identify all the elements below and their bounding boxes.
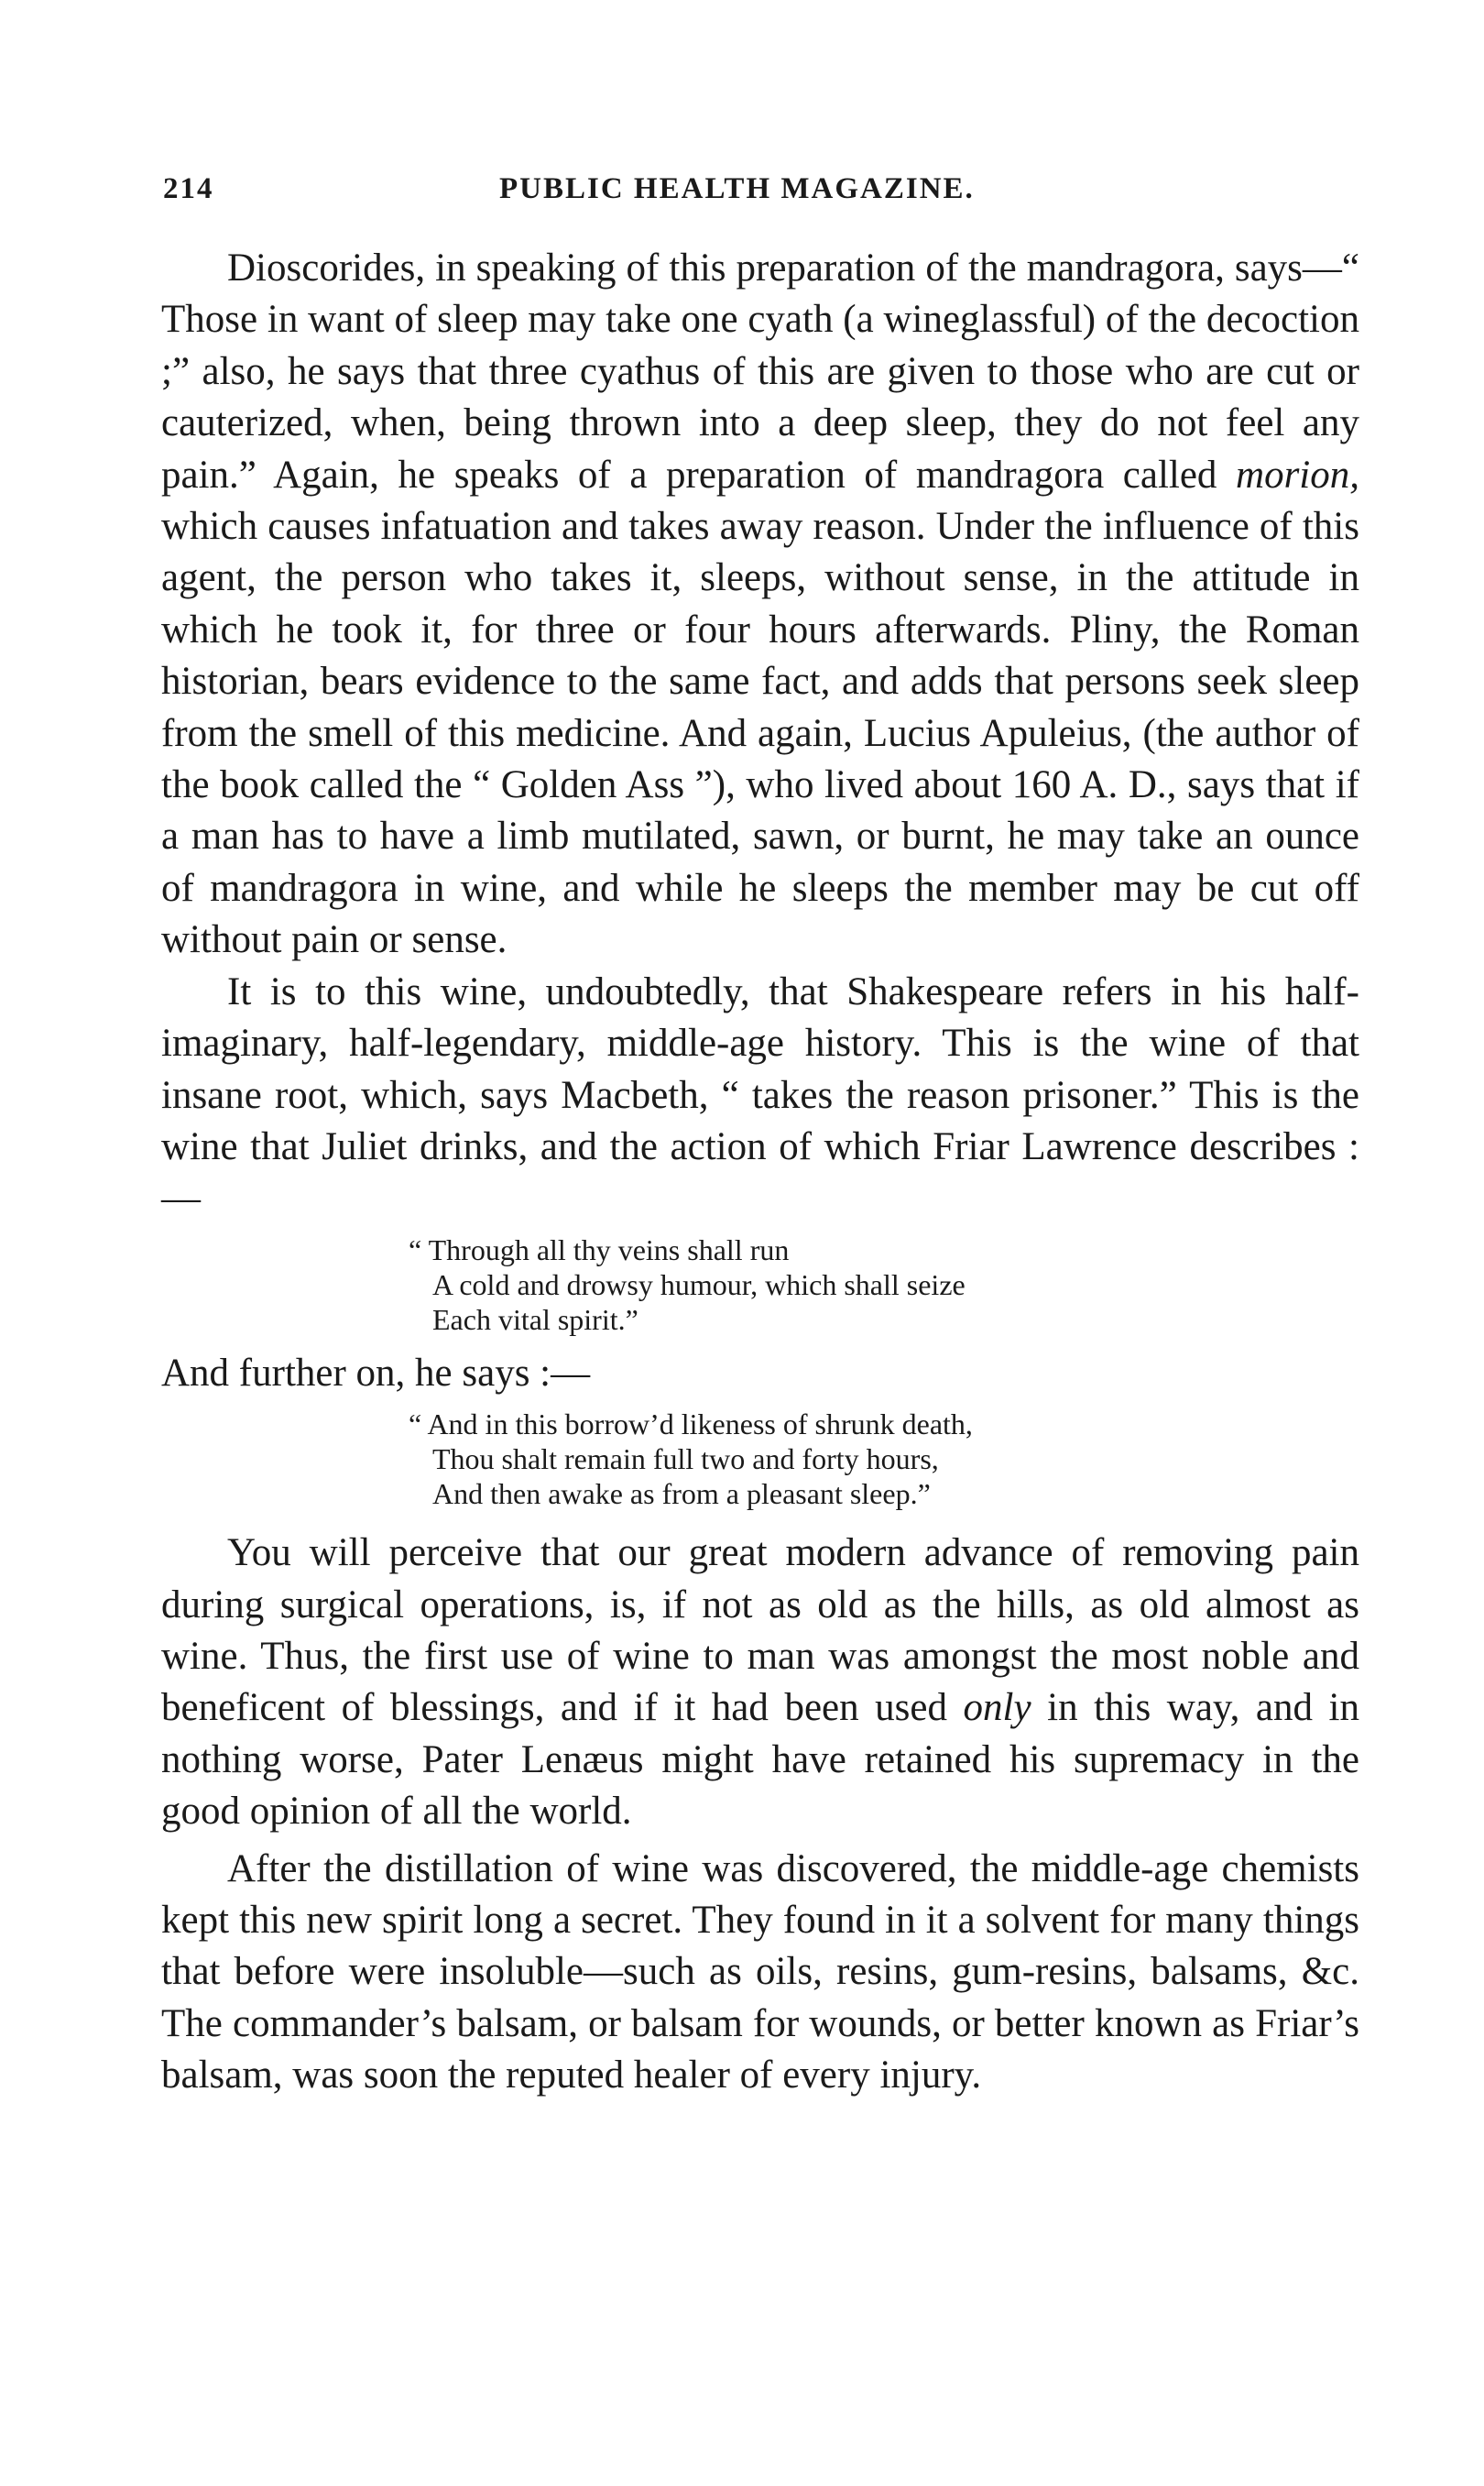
paragraph-text: which causes infatuation and takes away reason. Under the influence of this agent, the person who takes it, sleeps, without sense, in the attitude in which he took it, for three or four hours afterwards. Pliny, the Roman historian, bears evidence to the same fact, and adds that persons seek sleep from the smell of this medicine. And again, Lucius Apuleius, (the author of the book called the “ Golden Ass ”), who lived about 160 A. D., says that if a man has to have a limb mutilated, sawn, or burnt, he may take an ounce of mandragora in wine, and while he sleeps the member may be cut off without pain or sense.	[161, 505, 1359, 962]
verse-line: “ And in this borrow’d likeness of shrunk death,	[409, 1407, 973, 1441]
paragraph-text: in this way, and in nothing worse, Pater Lenæus might have retained his supremacy in the good opinion of all the world.	[161, 1686, 1359, 1834]
verse-quote-1	[409, 1232, 1359, 1337]
verse-line: And then awake as from a pleasant sleep.”	[432, 1477, 931, 1511]
verse-line: Thou shalt remain full two and forty hours,	[432, 1442, 939, 1476]
page-number: 214	[163, 172, 214, 205]
paragraph-further-on: And further on, he says :—	[161, 1351, 591, 1395]
running-head	[0, 172, 1484, 218]
running-title: PUBLIC HEALTH MAGAZINE.	[499, 172, 975, 205]
paragraph-modern-advance	[161, 1528, 1359, 1837]
verse-line: “ Through all thy veins shall run	[409, 1232, 790, 1266]
paragraph-dioscorides	[161, 243, 1359, 967]
italic-word: only	[963, 1686, 1031, 1730]
paragraph-text: You will perceive that our great modern advance of removing pain during surgical operations, is, if not as old as the hills, as old almost as wine. Thus, the first use of wine to man was amongst the most noble and beneficent of blessings, and if it had been used	[161, 1531, 1359, 1730]
paragraph-shakespeare: It is to this wine, undoubtedly, that Shakespeare refers in his half-imaginary, half-legendary, middle-age history. This is the wine of that insane root, which, says Macbeth, “ takes the reason prisoner.” This is the wine that Juliet drinks, and the action of which Friar Lawrence describes :—	[161, 969, 1359, 1221]
body-text	[161, 243, 1359, 2102]
verse-line: Each vital spirit.”	[432, 1302, 638, 1336]
paragraph-distillation: After the distillation of wine was discovered, the middle-age chemists kept this new spirit long a secret. They found in it a solvent for many things that before were insoluble—such as oils, resins, gum-resins, balsams, &c. The commander’s balsam, or balsam for wounds, or better known as Friar’s balsam, was soon the reputed healer of every injury.	[161, 1846, 1359, 2097]
verse-quote-2	[409, 1407, 1359, 1511]
italic-word: morion,	[1236, 453, 1359, 497]
verse-line: A cold and drowsy humour, which shall seize	[432, 1267, 966, 1301]
paragraph-text: Dioscorides, in speaking of this preparation of the mandragora, says—“ Those in want of sleep may take one cyath (a wineglassful) of the decoction ;” also, he says that three cyathus of this are given to those who are cut or cauterized, when, being thrown into a deep sleep, they do not feel any pain.” Again, he speaks of a preparation of mandragora called	[161, 246, 1359, 497]
